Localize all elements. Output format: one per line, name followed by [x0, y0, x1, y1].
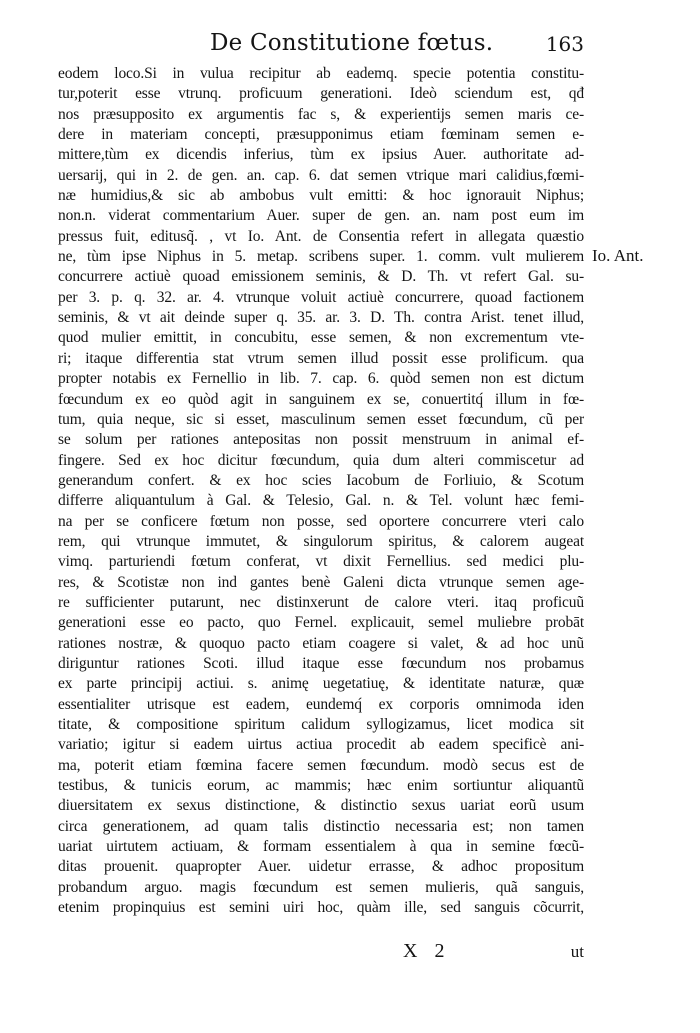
- text-line: ma, poterit etiam fœmina facere semen fœcundum. modò secus est de: [58, 756, 584, 774]
- text-line: probandum arguo. magis fœcundum est semen mulieris, quã sanguis,: [58, 878, 584, 896]
- text-line: generandum confert. & ex hoc scies Iacobum de Forliuio, & Scotum: [58, 471, 584, 489]
- text-line: nos præsupposito ex argumentis fac s, & experientijs semen maris ce-: [58, 105, 584, 123]
- text-line: tur,poterit esse vtrunq. proficuum generationi. Ideò sciendum est, qđ: [58, 85, 584, 103]
- text-line: diuersitatem ex sexus distinctione, & distinctio sexus uariat eorũ usum: [58, 797, 584, 815]
- text-line: differre aliquantulum à Gal. & Telesio, Gal. n. & Tel. volunt hæc femi-: [58, 492, 584, 510]
- signature-mark: X 2: [403, 940, 451, 962]
- text-line: testibus, & tunicis eorum, ac mammis; hæc enim sortiuntur aliquantũ: [58, 777, 584, 795]
- text-line: se solum per rationes antepositas non possit menstruum in animal ef-: [58, 431, 584, 449]
- text-line: ex parte principij actiui. s. animę uegetatiuę, & identitate naturæ, quæ: [58, 675, 584, 693]
- text-line: generationi esse eo pacto, quo Fernel. explicauit, semel muliebre probāt: [58, 614, 584, 632]
- text-line: essentialiter utrisque est eadem, eundemq́ ex corporis omnimoda iden: [58, 695, 584, 713]
- text-line: ne, tùm ipse Niphus in 5. metap. scribens super. 1. comm. vult mulierem: [58, 248, 584, 266]
- text-line: seminis, & vt ait deinde super q. 35. ar. 3. D. Th. contra Arist. tenet illud,: [58, 309, 584, 327]
- text-line: dere in materiam concepti, præsupponimus etiam fœminam semen e-: [58, 126, 584, 144]
- text-line: uariat uirtutem actiuam, & formam essentialem à qua in semine fœcũ-: [58, 838, 584, 856]
- text-line: fingere. Sed ex hoc dicitur fœcundum, quia dum alteri commiscetur ad: [58, 451, 584, 469]
- text-line: per 3. p. q. 32. ar. 4. vtrunque voluit actiuè concurrere, quoad factionem: [58, 288, 584, 306]
- text-line: mittere,tùm ex dicendis inferius, tùm ex ipsius Auer. authoritate ad-: [58, 146, 584, 164]
- text-line: næ humidius,& sic ab ambobus vult emitti: & hoc ignorauit Niphus;: [58, 187, 584, 205]
- text-line: etenim propinquius est semini uiri hoc, quàm ille, sed sanguis cõcurrit,: [58, 899, 584, 917]
- text-line: concurrere actiuè quoad emissionem seminis, & D. Th. vt refert Gal. su-: [58, 268, 584, 286]
- text-line: titate, & compositione spiritum calidum syllogizamus, licet modica sit: [58, 716, 584, 733]
- catchword: ut: [570, 942, 584, 961]
- text-line: circa generationem, ad quam talis distinctio necessaria est; non tamen: [58, 817, 584, 835]
- text-line: na per se conficere fœtum non posse, sed oportere concurrere vteri calo: [58, 512, 584, 530]
- text-line: ri; itaque differentia stat vtrum semen illud possit esse prolificum. qua: [58, 349, 584, 367]
- text-line: propter notabis ex Fernellio in lib. 7. cap. 6. quòd semen non est dictum: [58, 370, 584, 388]
- text-line: pressus fuit, editusq̃. , vt Io. Ant. de Consentia refert in allegata quæstio: [58, 227, 584, 245]
- text-line: ditas prouenit. quapropter Auer. uidetur errasse, & adhoc propositum: [58, 858, 584, 876]
- text-line: tum, quia neque, sic si esset, masculinum semen esset fœcundum, cũ per: [58, 410, 584, 428]
- text-line: non.n. viderat commentarium Auer. super de gen. an. nam post eum im: [58, 207, 584, 225]
- body-text: [58, 64, 584, 918]
- text-line: rem, qui vtrunque immutet, & singulorum spiritus, & calorem augeat: [58, 532, 584, 550]
- page-number: 163: [545, 32, 584, 56]
- text-line: res, & Scotistæ non ind gantes benè Galeni dicta vtrunque semen age-: [58, 573, 584, 591]
- text-line: vimq. parturiendi fœtum conferat, vt dixit Fernellius. sed medici plu-: [58, 553, 584, 571]
- text-line: re sufficienter putarunt, nec distinxerunt de calore vteri. itaq proficuũ: [58, 593, 584, 611]
- text-line: quod mulier emittit, in concubitu, esse semen, & non excrementum vte-: [58, 329, 584, 347]
- text-line: uersarij, qui in 2. de gen. an. cap. 6. dat semen vtrique mari calidius,fœmi-: [58, 166, 584, 184]
- text-line: variatio; igitur si eadem uirtus actiua procedit ab eadem specificè ani-: [58, 736, 584, 754]
- text-line: rationes nostræ, & quoquo pacto etiam coagere si valet, & ad hoc unũ: [58, 634, 584, 652]
- text-line: diriguntur rationes Scoti. illud itaque esse fœcundum nos probamus: [58, 654, 584, 672]
- page-footer: [58, 940, 584, 970]
- text-line: fœcundum ex eo quòd agit in sanguinem ex se, conuertitq́ illum in fœ-: [58, 390, 584, 408]
- running-title: De Constitutione fœtus.: [210, 30, 494, 56]
- text-line: eodem loco.Si in vulua recipitur ab eademq. specie potentia constitu-: [58, 65, 584, 82]
- margin-note: Io. Ant.: [592, 246, 644, 265]
